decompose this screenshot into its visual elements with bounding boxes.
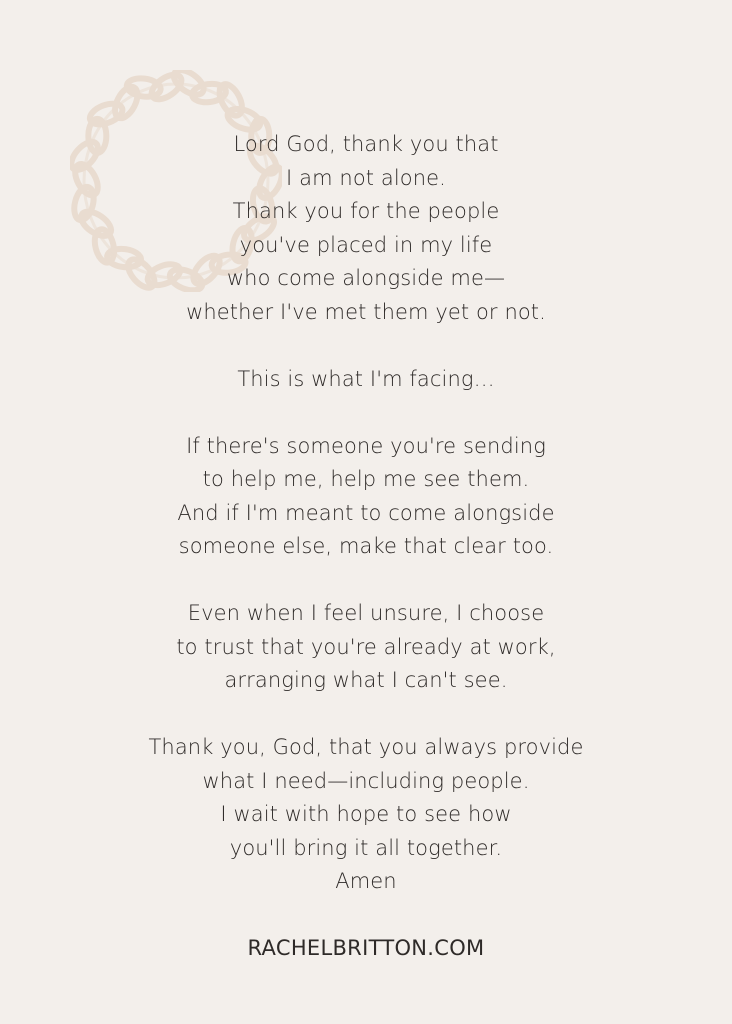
prayer-line: And if I'm meant to come alongside <box>177 500 555 525</box>
prayer-line: Lord God, thank you that <box>233 132 499 156</box>
prayer-line: who come alongside me— <box>226 266 506 290</box>
prayer-line: Thank you, God, that you always provide <box>148 735 584 759</box>
prayer-stanza-4 <box>0 597 732 698</box>
prayer-line: I wait with hope to see how <box>220 802 512 826</box>
prayer-line: what I need—including people. <box>202 768 530 793</box>
prayer-line: This is what I'm facing… <box>237 366 495 391</box>
prayer-stanza-1 <box>0 128 732 329</box>
website-link[interactable]: RACHELBRITTON.COM <box>247 936 485 960</box>
prayer-line: whether I've met them yet or not. <box>186 299 546 324</box>
prayer-line: you'll bring it all together. <box>229 835 503 860</box>
prayer-stanza-5 <box>0 731 732 899</box>
prayer-amen: Amen <box>335 869 397 893</box>
prayer-line: to help me, help me see them. <box>202 467 530 491</box>
prayer-line: you've placed in my life <box>239 232 493 257</box>
prayer-stanza-3 <box>0 430 732 564</box>
prayer-line: Even when I feel unsure, I choose <box>187 601 545 625</box>
prayer-line: someone else, make that clear too. <box>178 534 554 558</box>
prayer-line: arranging what I can't see. <box>224 668 508 692</box>
prayer-line: I am not alone. <box>286 165 446 190</box>
prayer-line: Thank you for the people <box>232 199 500 223</box>
prayer-line: If there's someone you're sending <box>186 433 546 458</box>
prayer-stanza-2 <box>0 363 732 397</box>
prayer-line: to trust that you're already at work, <box>176 634 556 659</box>
prayer-text <box>0 128 732 932</box>
